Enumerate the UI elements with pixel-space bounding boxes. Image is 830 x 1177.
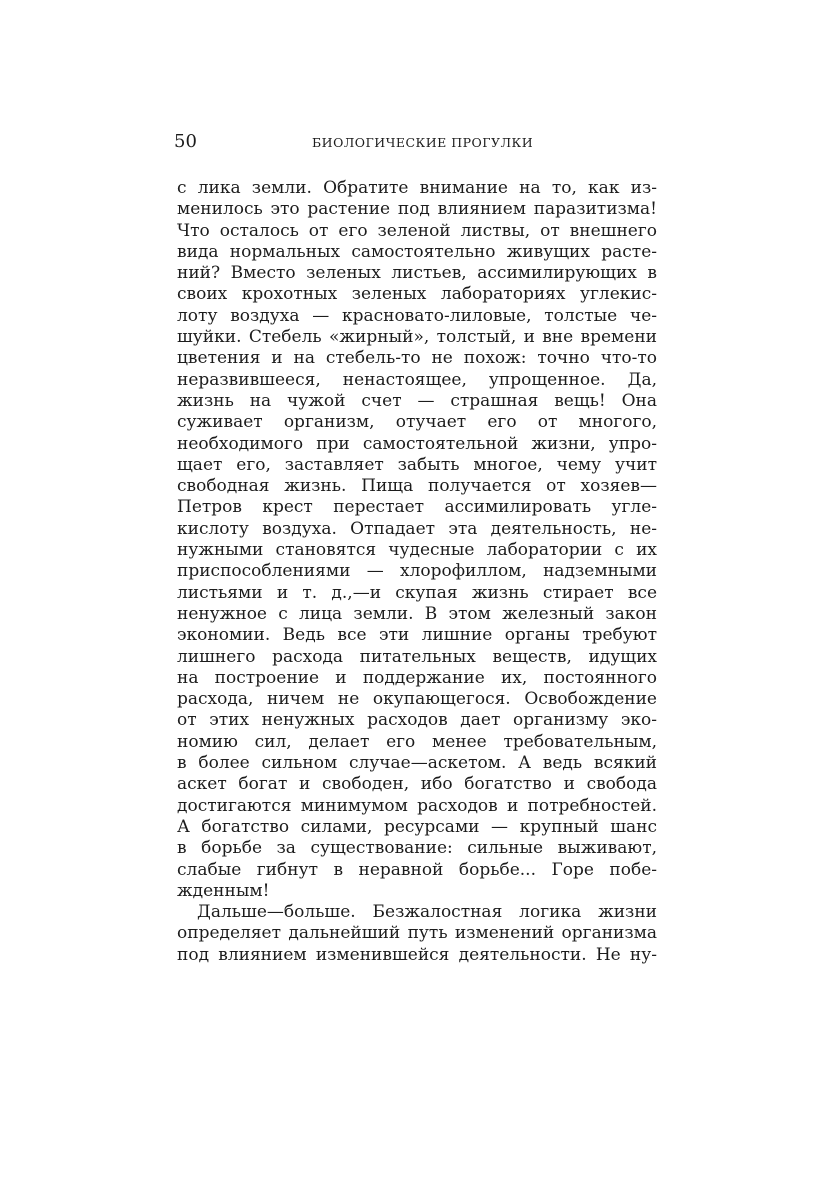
text-line: номию сил, делает его менее требовательным,: [177, 731, 657, 752]
text-line: в более сильном случае—аскетом. А ведь всякий: [177, 753, 657, 774]
text-line: ненужное с лица земли. В этом железный закон: [177, 603, 657, 624]
text-line: щает его, заставляет забыть многое, чему учит: [177, 454, 657, 475]
page-number: 50: [174, 131, 197, 152]
text-line: листьями и т. д.,—и скупая жизнь стирает все: [177, 582, 657, 603]
text-line: от этих ненужных расходов дает организму эко-: [177, 710, 657, 731]
text-line: шуйки. Стебель «жирный», толстый, и вне времени: [177, 327, 657, 348]
text-line: под влиянием изменившейся деятельности. Не ну-: [177, 944, 657, 965]
text-line: Что осталось от его зеленой листвы, от внешнего: [177, 220, 657, 241]
text-line: слабые гибнут в неравной борьбе... Горе побе-: [177, 859, 657, 880]
text-line: с лика земли. Обратите внимание на то, как из-: [177, 178, 657, 198]
text-line: определяет дальнейший путь изменений организма: [177, 923, 657, 944]
text-line: аскет богат и свободен, ибо богатство и свобода: [177, 774, 657, 795]
text-line: расхода, ничем не окупающегося. Освобождение: [177, 689, 657, 710]
text-line: достигаются минимумом расходов и потребностей.: [177, 795, 657, 816]
body-text: [177, 178, 657, 966]
text-line: цветения и на стебель-то не похож: точно что-то: [177, 348, 657, 369]
text-line: нужными становятся чудесные лаборатории с их: [177, 540, 657, 561]
text-line: Дальше—больше. Безжалостная логика жизни: [197, 902, 657, 923]
text-line: А богатство силами, ресурсами — крупный шанс: [177, 816, 657, 837]
text-line: неразвившееся, ненастоящее, упрощенное. Да,: [177, 369, 657, 390]
text-line: приспособлениями — хлорофиллом, надземными: [177, 561, 657, 582]
text-line: необходимого при самостоятельной жизни, упро-: [177, 433, 657, 454]
text-line: менилось это растение под влиянием паразитизма!: [177, 199, 657, 220]
text-line: лишнего расхода питательных веществ, идущих: [177, 646, 657, 667]
text-line: лоту воздуха — красновато-лиловые, толстые че-: [177, 305, 657, 326]
text-line: суживает организм, отучает его от многого,: [177, 412, 657, 433]
running-title: БИОЛОГИЧЕСКИЕ ПРОГУЛКИ: [312, 135, 534, 150]
page-header: [174, 131, 656, 153]
text-line: кислоту воздуха. Отпадает эта деятельность, не-: [177, 518, 657, 539]
text-line: вида нормальных самостоятельно живущих расте-: [177, 241, 657, 262]
text-line: ний? Вместо зеленых листьев, ассимилирующих в: [177, 263, 657, 284]
text-line: на построение и поддержание их, постоянного: [177, 667, 657, 688]
text-line: свободная жизнь. Пища получается от хозяев—: [177, 476, 657, 497]
text-line: в борьбе за существование: сильные выживают,: [177, 838, 657, 859]
text-line: Петров крест перестает ассимилировать угле-: [177, 497, 657, 518]
text-line: экономии. Ведь все эти лишние органы требуют: [177, 625, 657, 646]
text-line: жденным!: [177, 880, 270, 901]
text-line: жизнь на чужой счет — страшная вещь! Она: [177, 390, 657, 411]
text-line: своих крохотных зеленых лабораториях углекис-: [177, 284, 657, 305]
